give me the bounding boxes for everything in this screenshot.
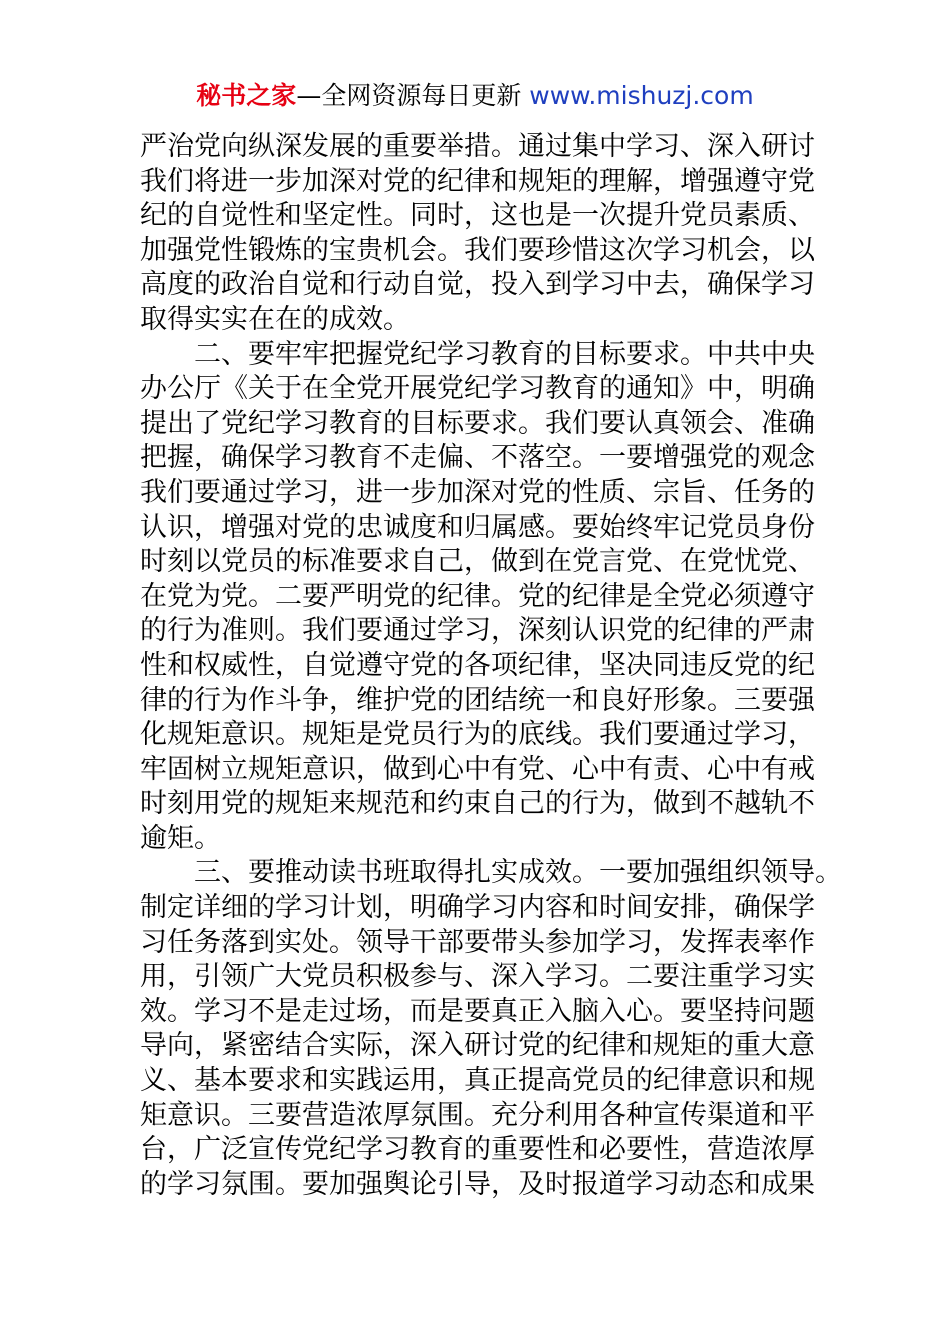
text-line: 习任务落到实处。领导干部要带头参加学习，发挥表率作 (140, 926, 815, 958)
text-line: 时刻用党的规矩来规范和约束自己的行为，做到不越轨不 (140, 788, 815, 820)
text-line: 律的行为作斗争，维护党的团结统一和良好形象。三要强 (140, 684, 815, 716)
text-line: 我们将进一步加深对党的纪律和规矩的理解，增强遵守党 (140, 165, 815, 197)
text-line: 严治党向纵深发展的重要举措。通过集中学习、深入研讨 (140, 131, 815, 162)
text-line: 二、要牢牢把握党纪学习教育的目标要求。中共中央 (194, 338, 815, 370)
text-line: 取得实实在在的成效。 (140, 303, 410, 335)
text-line: 性和权威性，自觉遵守党的各项纪律，坚决同违反党的纪 (140, 649, 815, 681)
text-line: 加强党性锻炼的宝贵机会。我们要珍惜这次学习机会，以 (140, 234, 815, 266)
text-line: 纪的自觉性和坚定性。同时，这也是一次提升党员素质、 (140, 200, 815, 232)
text-line: 用，引领广大党员积极参与、深入学习。二要注重学习实 (140, 961, 815, 993)
text-line: 的学习氛围。要加强舆论引导，及时报道学习动态和成果 (140, 1168, 815, 1200)
header-tagline: —全网资源每日更新 (296, 81, 522, 110)
text-line: 牢固树立规矩意识，做到心中有党、心中有责、心中有戒 (140, 753, 815, 785)
text-line: 义、基本要求和实践运用，真正提高党员的纪律意识和规 (140, 1065, 815, 1097)
text-line: 逾矩。 (140, 822, 221, 854)
text-line: 化规矩意识。规矩是党员行为的底线。我们要通过学习， (140, 719, 815, 751)
text-line: 我们要通过学习，进一步加深对党的性质、宗旨、任务的 (140, 476, 815, 508)
text-line: 三、要推动读书班取得扎实成效。一要加强组织领导。 (194, 857, 842, 889)
text-line: 把握，确保学习教育不走偏、不落空。一要增强党的观念 (140, 442, 815, 474)
text-line: 导向，紧密结合实际，深入研讨党的纪律和规矩的重大意 (140, 1030, 815, 1062)
text-line: 制定详细的学习计划，明确学习内容和时间安排，确保学 (140, 892, 815, 924)
text-line: 办公厅《关于在全党开展党纪学习教育的通知》中，明确 (140, 373, 815, 405)
header-brand: 秘书之家 (196, 81, 297, 110)
document-body (140, 130, 842, 1202)
page-header (0, 78, 950, 114)
text-line: 效。学习不是走过场，而是要真正入脑入心。要坚持问题 (140, 995, 815, 1027)
text-line: 高度的政治自觉和行动自觉，投入到学习中去，确保学习 (140, 269, 815, 301)
text-line: 认识，增强对党的忠诚度和归属感。要始终牢记党员身份 (140, 511, 815, 543)
text-line: 在党为党。二要严明党的纪律。党的纪律是全党必须遵守 (140, 580, 815, 612)
text-line: 矩意识。三要营造浓厚氛围。充分利用各种宣传渠道和平 (140, 1099, 815, 1131)
text-line: 的行为准则。我们要通过学习，深刻认识党的纪律的严肃 (140, 615, 815, 647)
text-line: 台，广泛宣传党纪学习教育的重要性和必要性，营造浓厚 (140, 1134, 815, 1166)
text-line: 时刻以党员的标准要求自己，做到在党言党、在党忧党、 (140, 546, 815, 578)
header-url-link[interactable]: www.mishuzj.com (529, 81, 754, 110)
text-line: 提出了党纪学习教育的目标要求。我们要认真领会、准确 (140, 407, 815, 439)
